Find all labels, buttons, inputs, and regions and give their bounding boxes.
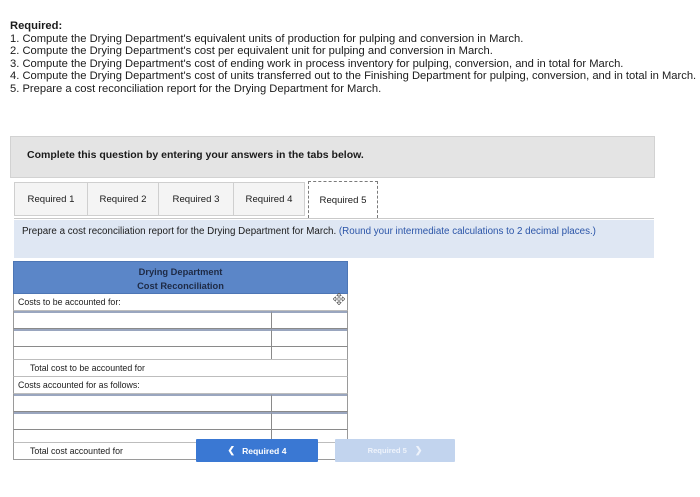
task-instruction-hint: (Round your intermediate calculations to 2 decimal places.): [338, 226, 596, 237]
row3-label-input[interactable]: [14, 394, 272, 411]
cost-reconciliation-table: [13, 261, 348, 460]
table-header-department: Drying Department: [138, 267, 223, 277]
previous-button-label: Required 4: [242, 445, 287, 456]
previous-required-button[interactable]: [196, 439, 318, 462]
table-header: [13, 261, 348, 294]
move-cursor-icon: [333, 293, 345, 305]
next-button-label: Required 5: [367, 446, 407, 455]
instructions-banner-text: Complete this question by entering your answers in the tabs below.: [27, 149, 364, 161]
table-row: [13, 311, 348, 329]
requirement-4: 4. Compute the Drying Department's cost of units transferred out to the Finishing Department for pulping, conversion, and in total in March.: [10, 70, 697, 83]
requirements-block: [10, 20, 700, 96]
tab-divider: [14, 218, 654, 219]
row4-label-input[interactable]: [14, 412, 272, 429]
chevron-right-icon: ❯: [414, 445, 423, 455]
row2-label-input[interactable]: [14, 329, 272, 346]
requirement-1: 1. Compute the Drying Department's equivalent units of production for pulping and conversion in March.: [10, 32, 524, 45]
table-header-title: Cost Reconciliation: [137, 281, 224, 291]
row1-amount-input[interactable]: [272, 311, 347, 328]
table-row: [13, 329, 348, 347]
chevron-left-icon: ❮: [227, 445, 236, 455]
task-instruction-text: Prepare a cost reconciliation report for the Drying Department for March.: [22, 226, 337, 237]
tab-required-5[interactable]: Required 5: [308, 181, 378, 218]
task-instruction: [14, 220, 654, 258]
requirement-tabs: [14, 181, 378, 219]
costs-accounted-as-follows-label: Costs accounted for as follows:: [13, 377, 348, 394]
tab-required-3[interactable]: Required 3: [158, 182, 233, 216]
next-required-button[interactable]: [335, 439, 455, 462]
requirements-title: Required:: [10, 20, 63, 32]
requirement-3: 3. Compute the Drying Department's cost of ending work in process inventory for pulping, conversion, and in total for March.: [10, 57, 624, 70]
row2-amount-input[interactable]: [272, 329, 347, 346]
costs-to-be-accounted-label: Costs to be accounted for:: [13, 294, 348, 311]
total-cost-accounted-label: Total cost accounted for: [13, 443, 348, 460]
row1-label-input[interactable]: [14, 311, 272, 328]
table-spacer-row: [13, 347, 348, 360]
requirement-2: 2. Compute the Drying Department's cost per equivalent unit for pulping and conversion in March.: [10, 45, 493, 58]
instructions-banner: [10, 136, 655, 178]
row4-amount-input[interactable]: [272, 412, 347, 429]
table-row: [13, 412, 348, 430]
total-cost-to-be-accounted-label: Total cost to be accounted for: [13, 360, 348, 377]
table-row: [13, 394, 348, 412]
tab-required-2[interactable]: Required 2: [87, 182, 158, 216]
row3-amount-input[interactable]: [272, 394, 347, 411]
tab-required-1[interactable]: Required 1: [14, 182, 87, 216]
tab-required-4[interactable]: Required 4: [233, 182, 305, 216]
requirement-5: 5. Prepare a cost reconciliation report for the Drying Department for March.: [10, 82, 382, 95]
